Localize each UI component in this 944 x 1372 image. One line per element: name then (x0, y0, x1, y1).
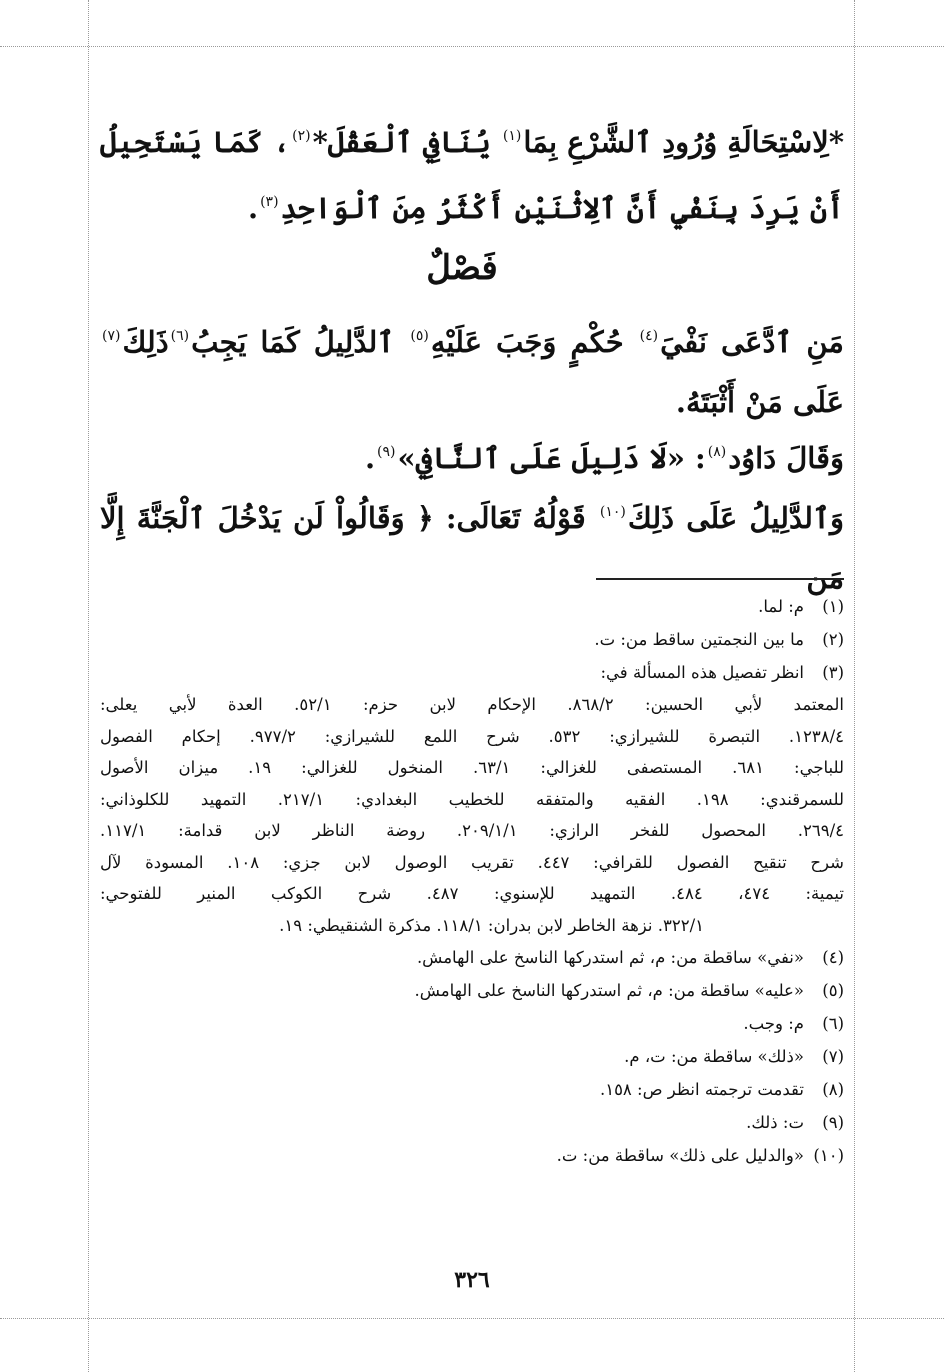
reference-line: المعتمد لأبي الحسين: ٨٦٨/٢. الإحكام لابن حزم: ٥٢/١. العدة لأبي يعلى: (100, 695, 844, 714)
text-run: ٱلدَّلِيلُ كَمَا يَجِبُ (191, 325, 409, 359)
footnote-text: ت: ذلك. (746, 1113, 804, 1132)
footnote-text: «ذلك» ساقطة من: ت، م. (624, 1047, 804, 1066)
footnote-number: (٥) (822, 981, 844, 1000)
reference-line: ٢٦٩/٤. المحصول للفخر الرازي: ٢٠٩/١/١. روضة الناظر لابن قدامة: ١١٧/١. (100, 821, 844, 840)
section-heading: فَصْلٌ (426, 248, 498, 288)
footnote-ref-9[interactable]: (٩) (377, 444, 396, 460)
footnote-number: (٣) (822, 663, 844, 682)
text-run: ذَلِكَ (122, 325, 169, 359)
footnotes (100, 590, 844, 1172)
guide-line (88, 0, 89, 1372)
text-run: وَقَالَ دَاوُد (728, 441, 844, 475)
footnote-ref-7[interactable]: (٧) (102, 328, 121, 344)
guide-line (0, 1318, 944, 1319)
reference-line: ٣٢٢/١. نزهة الخاطر لابن بدران: ١١٨/١. مذكرة الشنقيطي: ١٩. (279, 915, 704, 935)
footnote-item (100, 941, 844, 974)
footnote-item (100, 1073, 844, 1106)
footnote-ref-3[interactable]: (٣) (260, 194, 279, 210)
reference-line: تيمية: ٤٧٤، ٤٨٤. التمهيد للإسنوي: ٤٨٧. شرح الكوكب المنير للفتوحي: (100, 884, 844, 903)
footnote-number: (٦) (822, 1014, 844, 1033)
footnote-text: تقدمت ترجمته انظر ص: ١٥٨. (599, 1080, 804, 1099)
paragraph-2 (100, 306, 844, 432)
reference-line: شرح تنقيح الفصول للقرافي: ٤٤٧. تقريب الوصول لابن جزي: ١٠٨. المسودة لآل (100, 852, 844, 872)
reference-line: للسمرقندي: ١٩٨. الفقيه والمتفقه للخطيب البغدادي: ٢١٧/١. التمهيد للكلوذاني: (100, 789, 844, 809)
footnote-number: (٩) (822, 1113, 844, 1132)
text-run: . (247, 191, 259, 225)
footnote-item (100, 623, 844, 656)
footnote-ref-2[interactable]: (٢) (292, 128, 311, 144)
reference-list (100, 689, 844, 941)
footnote-number: (٢) (822, 630, 844, 649)
footnote-item (100, 1040, 844, 1073)
footnote-text: م: وجب. (743, 1014, 804, 1033)
footnote-text: «عليه» ساقطة من: م، ثم استدركها الناسخ على الهامش. (414, 981, 804, 1000)
footnote-item (100, 1106, 844, 1139)
footnote-number: (٤) (822, 948, 844, 967)
footnote-ref-8[interactable]: (٨) (707, 444, 727, 460)
text-run: . (364, 441, 376, 475)
footnote-text: «نفي» ساقطة من: م، ثم استدركها الناسخ على الهامش. (416, 948, 804, 967)
footnote-ref-1[interactable]: (١) (502, 128, 522, 144)
paragraph-3 (100, 422, 844, 488)
text-run: *لِاسْتِحَالَةِ وُرُودِ ٱلشَّرْعِ بِمَا (523, 125, 844, 159)
page-number: ٣٢٦ (454, 1267, 490, 1293)
text-run: : «لَا دَلِيلَ عَلَى ٱلنَّافِي» (397, 441, 706, 475)
footnote-item (100, 590, 844, 623)
text-run: ، كَمَا يَسْتَحِيلُ أَنْ يَرِدَ بِنَفْيِ أَنَّ ٱلِاثْنَيْنِ أَكْثَرُ مِنَ ٱلْوَاحِدِ (100, 125, 844, 225)
text-run: حُكْمٍ وَجَبَ عَلَيْهِ (430, 325, 638, 359)
paragraph-1 (100, 106, 844, 238)
footnote-item (100, 1007, 844, 1040)
footnote-ref-6[interactable]: (٦) (170, 328, 190, 344)
footnote-item (100, 1139, 844, 1172)
footnote-text: م: لما. (758, 597, 804, 616)
footnote-text: ما بين النجمتين ساقط من: ت. (594, 630, 804, 649)
footnote-separator (596, 578, 844, 580)
footnote-ref-5[interactable]: (٥) (410, 328, 429, 344)
footnote-text: «والدليل على ذلك» ساقطة من: ت. (556, 1146, 804, 1165)
text-run: يُنَافِي ٱلْعَقْلَ* (312, 125, 501, 159)
footnote-ref-4[interactable]: (٤) (639, 328, 659, 344)
footnote-number: (٧) (822, 1047, 844, 1066)
footnote-ref-10[interactable]: (١٠) (599, 504, 626, 520)
footnote-item (100, 974, 844, 1007)
text-run: مَنِ ٱدَّعَى نَفْيَ (660, 325, 844, 359)
guide-line (0, 46, 944, 47)
text-run: عَلَى مَنْ أَثْبَتَهُ. (675, 385, 844, 419)
reference-line: ١٢٣٨/٤. التبصرة للشيرازي: ٥٣٢. شرح اللمع للشيرازي: ٩٧٧/٢. إحكام الفصول (100, 726, 844, 746)
footnote-text: انظر تفصيل هذه المسألة في: (600, 663, 804, 682)
footnote-number: (١) (822, 597, 844, 616)
footnote-item (100, 656, 844, 689)
footnote-number: (٨) (822, 1080, 844, 1099)
guide-line (854, 0, 855, 1372)
footnote-number: (١٠) (813, 1146, 844, 1165)
text-run: قَوْلُهُ تَعَالَى: ﴿ وَقَالُواْ لَن يَدْخُلَ ٱلْجَنَّةَ إِلَّا مَن (100, 501, 844, 595)
reference-line: للباجي: ٦٨١. المستصفى للغزالي: ٦٣/١. المنخول للغزالي: ١٩. ميزان الأصول (100, 758, 845, 777)
text-run: وَٱلدَّلِيلُ عَلَى ذَلِكَ (627, 501, 844, 535)
